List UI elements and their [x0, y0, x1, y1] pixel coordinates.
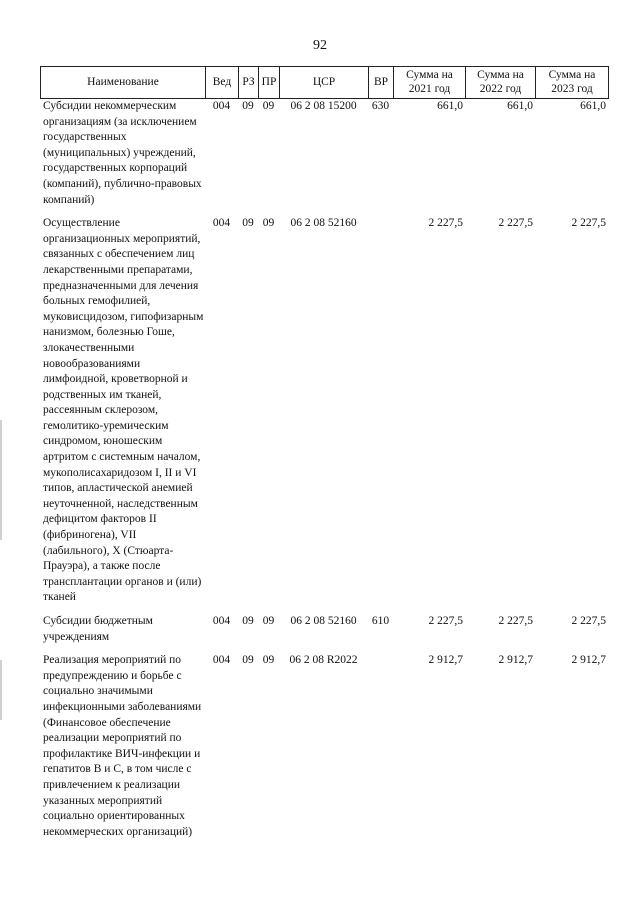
table-body: [40, 99, 608, 840]
row-name: Осуществление организационных мероприятий, связанных с обеспечением лиц лекарственными препаратами, предназначенными для лечения больных гемофилией, муковисцидозом, гипофизарным нанизмом, болезнью Гоше, злокачественными новообразованиями лимфоидной, кроветворной и родственных им тканей, рассеянным склерозом, гемолитико-уремическим синдромом, юношеским артритом с системным началом, мукополисахаридозом I, II и VI типов, апластической анемией неуточненной, наследственным дефицитом факторов II (фибриногена), VII (лабильного), X (Стюарта-Прауэра), а также после трансплантации органов и (или) тканей: [43, 217, 204, 604]
scan-margin-mark: [0, 660, 2, 720]
row-rz: 09: [242, 100, 254, 112]
row-rz: 09: [242, 615, 254, 627]
row-sum-2022: 2 912,7: [498, 654, 533, 667]
header-pr: ПР: [259, 67, 280, 99]
row-rz: 09: [242, 654, 254, 667]
row-sum-2023: 2 227,5: [571, 217, 606, 230]
row-sum-2023: 2 227,5: [571, 615, 606, 627]
row-pr: 09: [262, 100, 275, 112]
row-ved: 004: [212, 217, 231, 230]
row-sum-2021: 2 227,5: [428, 217, 463, 230]
row-vr: 610: [371, 615, 390, 627]
row-vr: 630: [371, 100, 390, 112]
row-rz: 09: [242, 217, 254, 230]
row-name: Субсидии бюджетным учреждениям: [43, 615, 153, 643]
row-name: Реализация мероприятий по предупреждению и борьбе с социально значимыми инфекционными заболеваниями (Финансовое обеспечение реализации мероприятий по профилактике ВИЧ-инфекции и гепатитов В и С, в том числе с привлечением к реализации указанных мероприятий социально ориентированных некоммерческих организаций): [43, 654, 202, 838]
row-sum-2022: 2 227,5: [498, 217, 533, 230]
row-vr: [368, 645, 393, 840]
scan-margin-mark: [0, 420, 2, 540]
row-sum-2023: 2 912,7: [571, 654, 606, 667]
table-row: [40, 208, 608, 606]
header-sum-2023: Сумма на 2023 год: [536, 67, 609, 99]
table-header: [40, 66, 609, 99]
table-row: [40, 645, 608, 840]
row-sum-2021: 2 912,7: [428, 654, 463, 667]
row-csr: 06 2 08 R2022: [289, 654, 358, 667]
header-sum-2021: Сумма на 2021 год: [394, 67, 466, 99]
row-sum-2021: 661,0: [437, 100, 463, 112]
table-row: [40, 606, 608, 645]
header-ved: Вед: [206, 67, 239, 99]
header-name: Наименование: [41, 67, 206, 99]
row-ved: 004: [212, 654, 231, 667]
row-sum-2022: 661,0: [507, 100, 533, 112]
row-pr: 09: [262, 217, 275, 230]
row-vr: [368, 208, 393, 606]
row-sum-2022: 2 227,5: [498, 615, 533, 627]
header-rz: РЗ: [239, 67, 259, 99]
row-ved: 004: [212, 615, 231, 627]
row-sum-2021: 2 227,5: [428, 615, 463, 627]
page-number: 92: [313, 38, 327, 53]
row-sum-2023: 661,0: [580, 100, 606, 112]
row-name: Субсидии некоммерческим организациям (за исключением государственных (муниципальных) учреждений, государственных корпораций (компаний), публично-правовых компаний): [43, 100, 202, 206]
header-vr: ВР: [369, 67, 394, 99]
row-csr: 06 2 08 52160: [290, 217, 357, 230]
row-csr: 06 2 08 52160: [290, 615, 357, 627]
row-ved: 004: [212, 100, 231, 112]
table-row: [40, 99, 608, 208]
row-pr: 09: [262, 654, 275, 667]
row-csr: 06 2 08 15200: [290, 100, 357, 112]
header-sum-2022: Сумма на 2022 год: [466, 67, 536, 99]
budget-table: [40, 66, 608, 840]
row-pr: 09: [262, 615, 275, 627]
header-csr: ЦСР: [280, 67, 369, 99]
